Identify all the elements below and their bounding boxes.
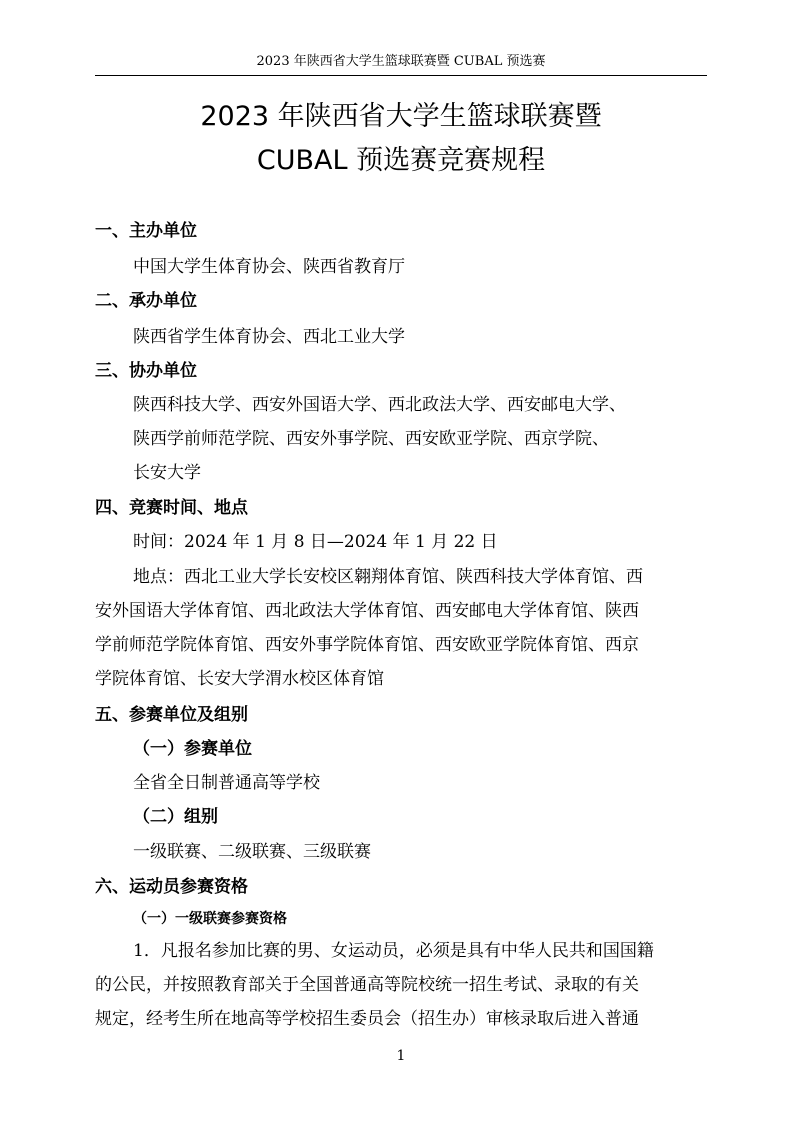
section-heading-organizer: 一、主办单位 bbox=[95, 221, 197, 241]
document-title-line-2: CUBAL 预选赛竞赛规程 bbox=[256, 145, 546, 176]
header-rule bbox=[95, 75, 707, 76]
competition-time: 时间：2024 年 1 月 8 日—2024 年 1 月 22 日 bbox=[133, 532, 498, 552]
running-header: 2023 年陕西省大学生篮球联赛暨 CUBAL 预选赛 bbox=[256, 54, 546, 69]
subsection-heading-groups: （二）组别 bbox=[133, 807, 218, 827]
eligibility-para-line-3: 规定，经考生所在地高等学校招生委员会（招生办）审核录取后进入普通 bbox=[95, 1009, 639, 1029]
organizer-text: 中国大学生体育协会、陕西省教育厅 bbox=[133, 257, 405, 277]
document-title-line-1: 2023 年陕西省大学生篮球联赛暨 bbox=[200, 101, 602, 132]
co-organizers-line-1: 陕西科技大学、西安外国语大学、西北政法大学、西安邮电大学、 bbox=[133, 395, 626, 415]
competition-place-line-3: 学前师范学院体育馆、西安外事学院体育馆、西安欧亚学院体育馆、西京 bbox=[95, 635, 639, 655]
participants-text: 全省全日制普通高等学校 bbox=[133, 773, 320, 793]
section-heading-co-organizers: 三、协办单位 bbox=[95, 361, 197, 381]
section-heading-host: 二、承办单位 bbox=[95, 291, 197, 311]
competition-place-line-2: 安外国语大学体育馆、西北政法大学体育馆、西安邮电大学体育馆、陕西 bbox=[95, 601, 639, 621]
competition-place-line-1: 地点：西北工业大学长安校区翱翔体育馆、陕西科技大学体育馆、西 bbox=[133, 567, 643, 587]
subsection-heading-tier1-eligibility: （一）一级联赛参赛资格 bbox=[133, 911, 287, 927]
co-organizers-line-2: 陕西学前师范学院、西安外事学院、西安欧亚学院、西京学院、 bbox=[133, 429, 609, 449]
page-number: 1 bbox=[396, 1048, 406, 1064]
host-text: 陕西省学生体育协会、西北工业大学 bbox=[133, 327, 405, 347]
section-heading-eligibility: 六、运动员参赛资格 bbox=[95, 877, 248, 897]
subsection-heading-participants: （一）参赛单位 bbox=[133, 739, 252, 759]
competition-place-line-4: 学院体育馆、长安大学渭水校区体育馆 bbox=[95, 669, 384, 689]
section-heading-time-place: 四、竞赛时间、地点 bbox=[95, 498, 248, 518]
eligibility-para-line-2: 的公民，并按照教育部关于全国普通高等院校统一招生考试、录取的有关 bbox=[95, 975, 639, 995]
section-heading-participants: 五、参赛单位及组别 bbox=[95, 705, 248, 725]
co-organizers-line-3: 长安大学 bbox=[133, 463, 201, 483]
groups-text: 一级联赛、二级联赛、三级联赛 bbox=[133, 842, 371, 862]
eligibility-para-line-1: 1．凡报名参加比赛的男、女运动员，必须是具有中华人民共和国国籍 bbox=[133, 941, 654, 961]
